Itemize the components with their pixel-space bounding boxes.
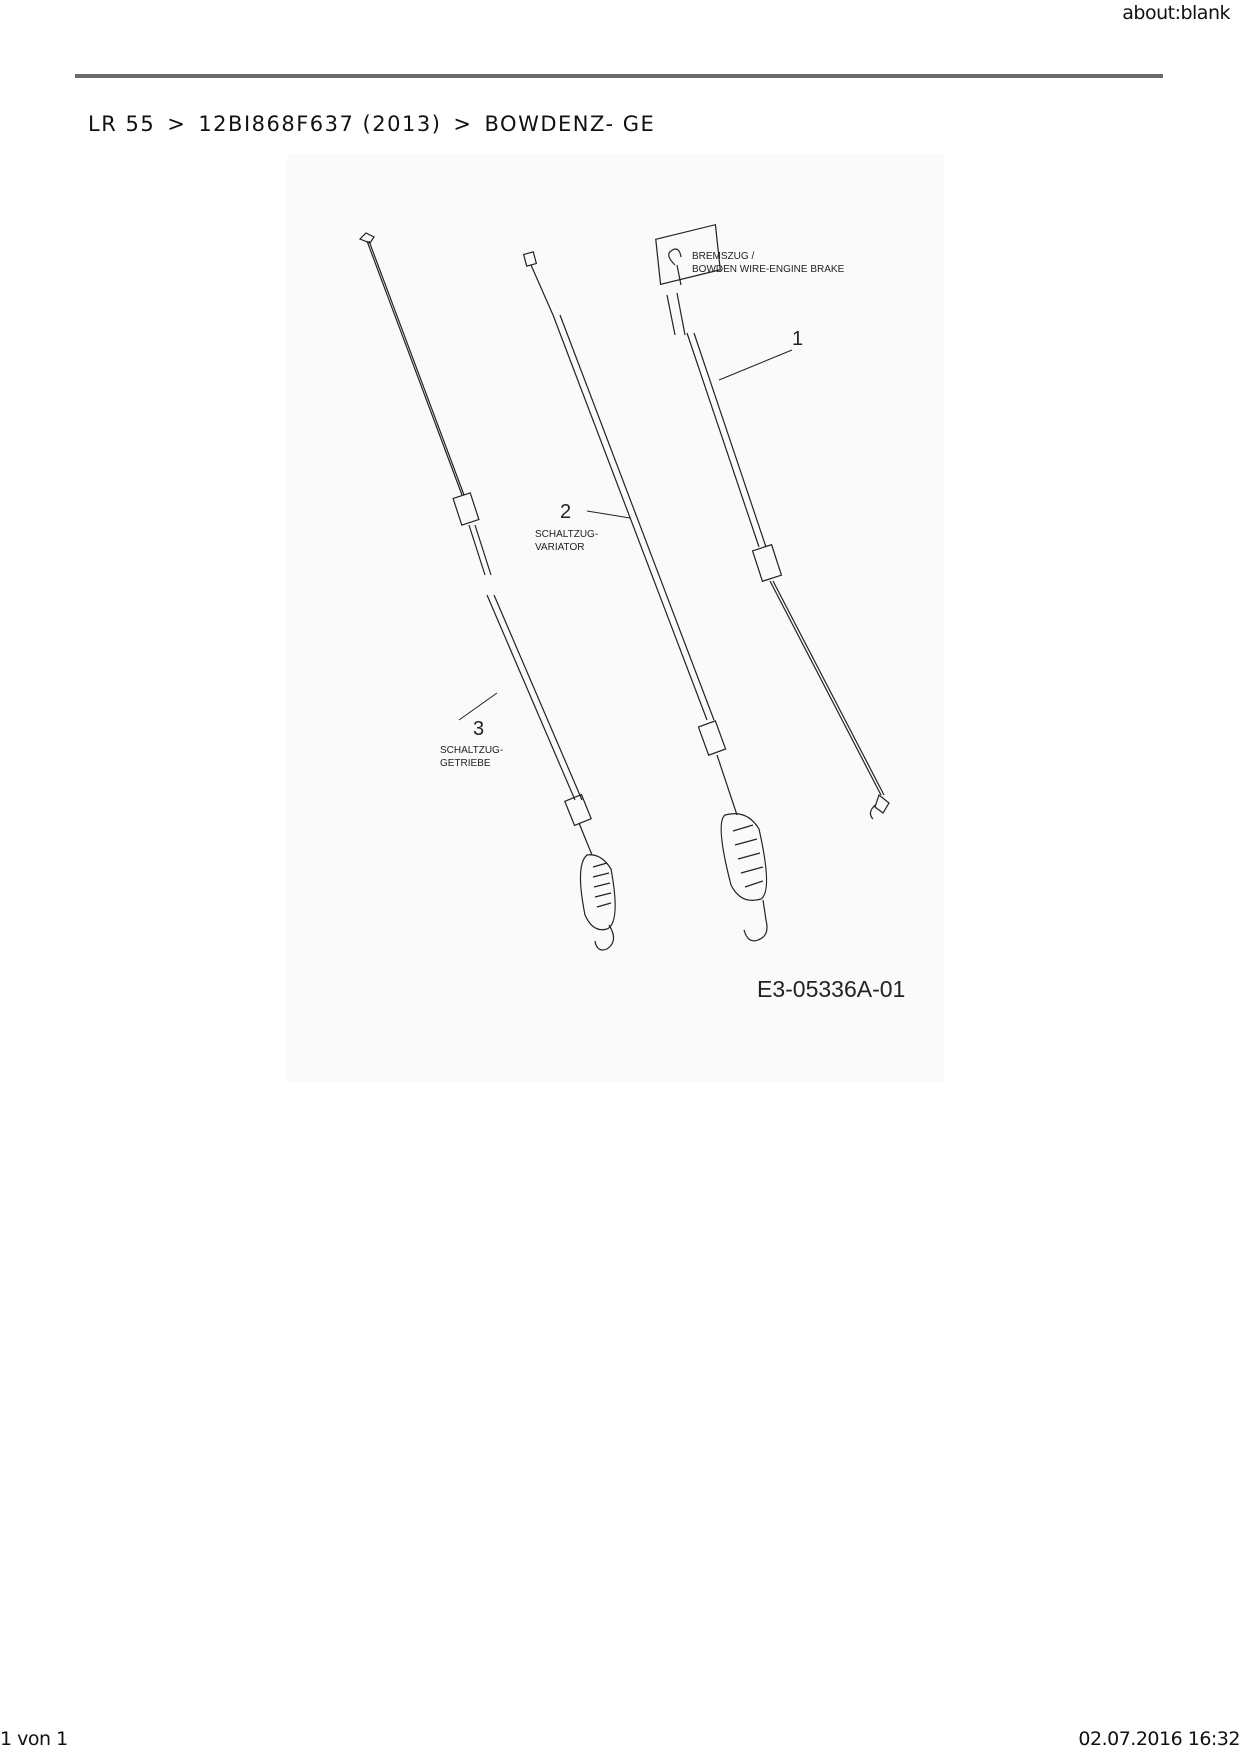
breadcrumb-item-category: BOWDENZ- GE xyxy=(484,112,656,136)
breadcrumb-item-part-number[interactable]: 12BI868F637 (2013) xyxy=(198,112,442,136)
callout-3-label-line1: SCHALTZUG- xyxy=(440,745,504,756)
callout-3-number: 3 xyxy=(473,718,485,740)
cable-3-drawing xyxy=(360,233,615,950)
breadcrumb-separator: > xyxy=(167,112,187,136)
print-footer-datetime: 02.07.2016 16:32 xyxy=(1078,1728,1240,1750)
leader-lines xyxy=(459,350,792,720)
parts-diagram xyxy=(287,155,944,1083)
breadcrumb-item-model[interactable]: LR 55 xyxy=(88,112,156,136)
callout-2-label-line2: VARIATOR xyxy=(535,542,585,553)
callout-2-number: 2 xyxy=(560,501,572,523)
callout-1-number: 1 xyxy=(792,328,804,350)
print-header-url: about:blank xyxy=(1122,2,1230,24)
callout-2-label-line1: SCHALTZUG- xyxy=(535,529,599,540)
callout-3-label-line2: GETRIEBE xyxy=(440,758,491,769)
callout-1-label-line2: BOWDEN WIRE-ENGINE BRAKE xyxy=(692,264,845,275)
cable-1-drawing xyxy=(656,225,889,819)
parts-diagram-panel xyxy=(287,155,944,1083)
cable-2-drawing xyxy=(524,252,767,941)
drawing-id: E3-05336A-01 xyxy=(757,976,906,1002)
breadcrumb xyxy=(88,112,655,136)
breadcrumb-separator: > xyxy=(453,112,473,136)
callout-1-label-line1: BREMSZUG / xyxy=(692,251,755,262)
print-footer-page: 1 von 1 xyxy=(0,1728,68,1750)
header-rule xyxy=(75,74,1163,78)
